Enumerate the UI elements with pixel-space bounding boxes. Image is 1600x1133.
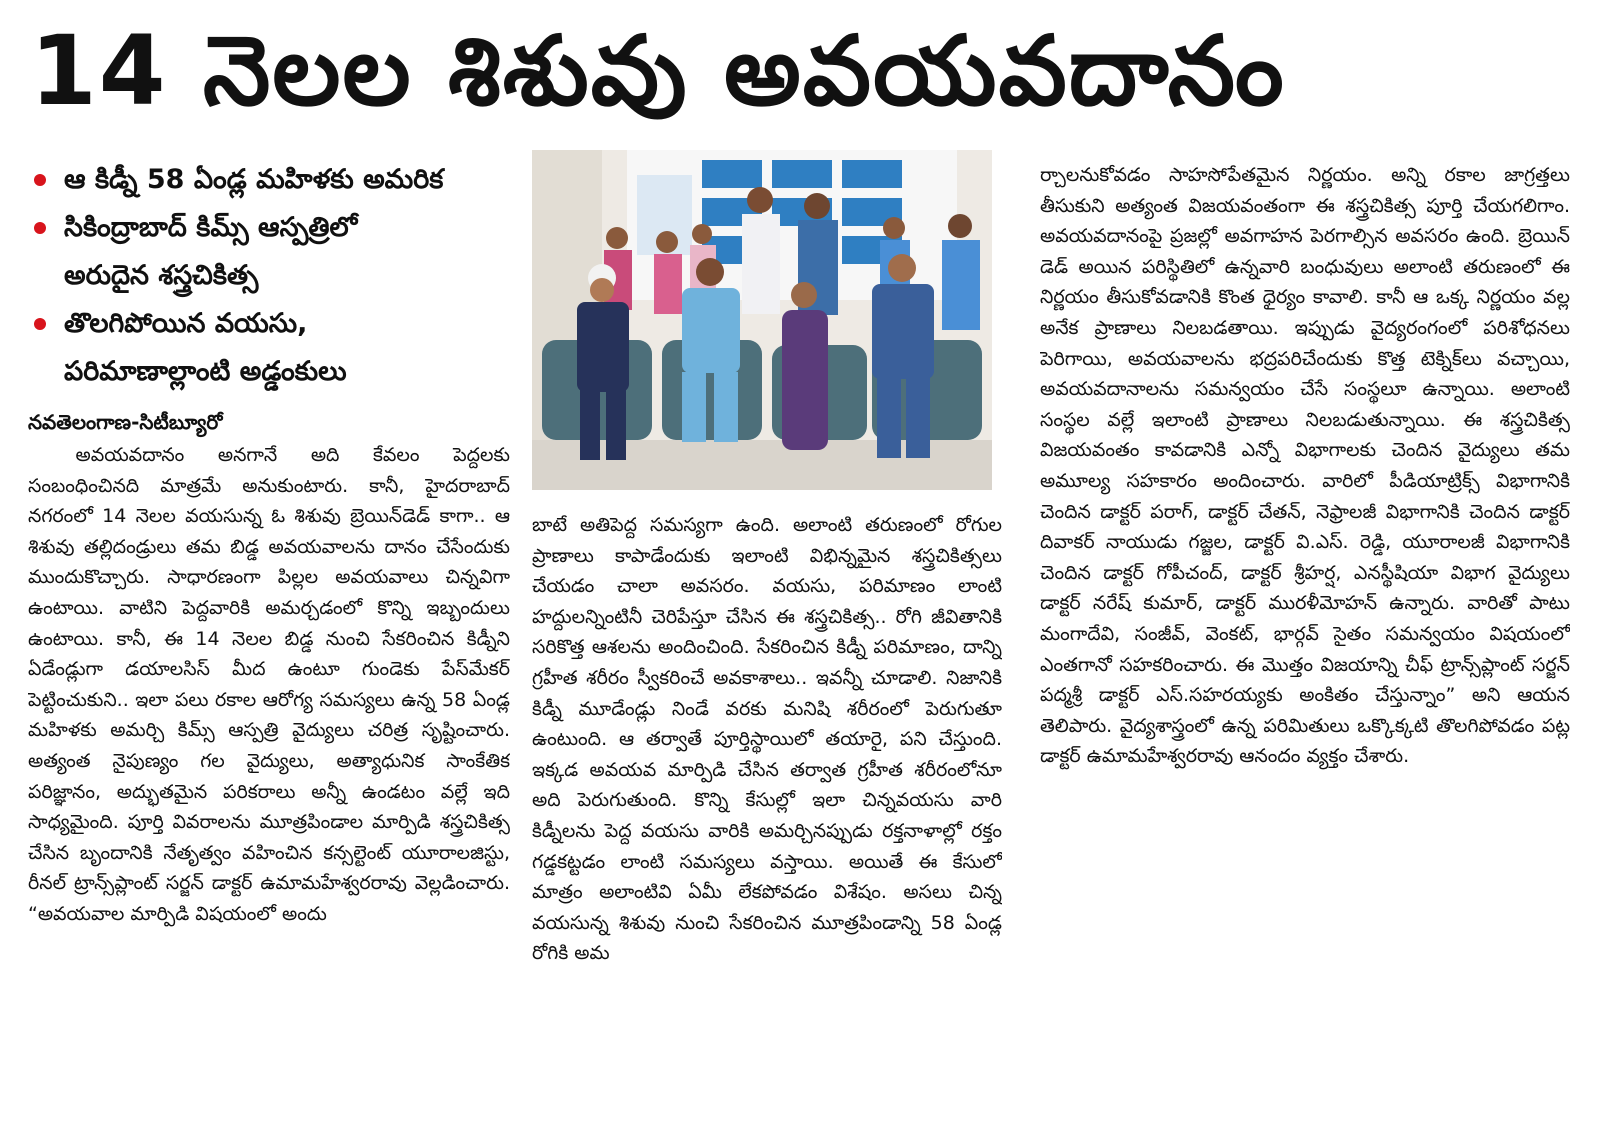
bullet-item xyxy=(30,302,530,346)
bullet-text: అరుదైన శస్త్రచికిత్స xyxy=(64,260,259,291)
bullet-text: సికింద్రాబాద్ కిమ్స్ ఆస్పత్రిలో xyxy=(64,212,358,243)
headline: 14 నెలల శిశువు అవయవదానం xyxy=(30,15,1286,127)
group-photo xyxy=(532,150,992,490)
article-column-3 xyxy=(1040,160,1570,1100)
article-paragraph: అవయవదానం అనగానే అది కేవలం పెద్దలకు సంబంధించినది మాత్రమే అనుకుంటారు. కానీ, హైదరాబాద్ నగరంలో 14 నెలల వయసున్న ఓ శిశువు బ్రెయిన్‌డెడ్ కాగా.. ఆ శిశువు తల్లిదండ్రులు తమ బిడ్డ అవయవాలను దానం చేసేందుకు ముందుకొచ్చారు. సాధారణంగా పిల్లల అవయవాలు చిన్నవిగా ఉంటాయి. వాటిని పెద్దవారికి అమర్చడంలో కొన్ని ఇబ్బందులు ఉంటాయి. కానీ, ఈ 14 నెలల బిడ్డ నుంచి సేకరించిన కిడ్నీని ఏడేండ్లుగా డయాలసిస్ మీద ఉంటూ గుండెకు పేస్‌మేకర్ పెట్టించుకుని.. ఇలా పలు రకాల ఆరోగ్య సమస్యలు ఉన్న 58 ఏండ్ల మహిళకు అమర్చి కిమ్స్ ఆస్పత్రి వైద్యులు చరిత్ర సృష్టించారు. అత్యంత నైపుణ్యం గల వైద్యులు, అత్యాధునిక సాంకేతిక పరిజ్ఞానం, అద్భుతమైన పరికరాలు అన్నీ ఉండటం వల్లే ఇది సాధ్యమైంది. పూర్తి వివరాలను మూత్రపిండాల మార్పిడి శస్త్రచికిత్స చేసిన బృందానికి నేతృత్వం వహించిన కన్సల్టెంట్ యూరాలజిస్టు, రీనల్ ట్రాన్స్‌ప్లాంట్ సర్జన్ డాక్టర్ ఉమామహేశ్వరరావు వెల్లడించారు. “అవయవాల మార్పిడి విషయంలో అందు xyxy=(28,444,510,925)
bullet-continuation xyxy=(30,254,530,298)
bullet-dot-icon xyxy=(34,318,46,330)
bullet-text: ఆ కిడ్నీ 58 ఏండ్ల మహిళకు అమరిక xyxy=(64,164,444,195)
bullet-dot-icon xyxy=(34,222,46,234)
group-photo-icon xyxy=(532,150,992,490)
bullet-dot-icon xyxy=(34,174,46,186)
article-paragraph: ర్చాలనుకోవడం సాహసోపేతమైన నిర్ణయం. అన్ని రకాల జాగ్రత్తలు తీసుకుని అత్యంత విజయవంతంగా ఈ శస్త్రచికిత్స పూర్తి చేయగలిగాం. అవయవదానంపై ప్రజల్లో అవగాహన పెరగాల్సిన అవసరం ఉంది. బ్రెయిన్ డెడ్ అయిన పరిస్థితిలో ఉన్నవారి బంధువులు అలాంటి తరుణంలో ఈ నిర్ణయం తీసుకోవడానికి కొంత ధైర్యం కావాలి. కానీ ఆ ఒక్క నిర్ణయం వల్ల అనేక ప్రాణాలు నిలబడతాయి. ఇప్పుడు వైద్యరంగంలో పరిశోధనలు పెరిగాయి, అవయవాలను భద్రపరిచేందుకు కొత్త టెక్నిక్‌లు వచ్చాయి, అవయవదానాలను సమన్వయం చేసే సంస్థలూ ఉన్నాయి. అలాంటి సంస్థల వల్లే ఇలాంటి ప్రాణాలు నిలబడుతున్నాయి. ఈ శస్త్రచికిత్స విజయవంతం కావడానికి ఎన్నో విభాగాలకు చెందిన వైద్యులు తమ అమూల్య సహకారం అందించారు. వారిలో పీడియాట్రిక్స్ విభాగానికి చెందిన డాక్టర్ పరాగ్, డాక్టర్ చేతన్, నెఫ్రాలజీ విభాగానికి చెందిన డాక్టర్ దివాకర్ నాయుడు గజ్జల, డాక్టర్ వి.ఎస్. రెడ్డి, యూరాలజీ విభాగానికి చెందిన డాక్టర్ గోపీచంద్, డాక్టర్ శ్రీహర్ష, ఎనస్థీషియా విభాగ వైద్యులు డాక్టర్ నరేష్ కుమార్, డాక్టర్ మురళీమోహన్ ఉన్నారు. వారితో పాటు మంగాదేవి, సంజీవ్, వెంకట్, భార్గవ్ సైతం సమన్వయం విషయంలో ఎంతగానో సహకరించారు. ఈ మొత్తం విజయాన్ని చీఫ్ ట్రాన్స్‌ప్లాంట్ సర్జన్ పద్మశ్రీ డాక్టర్ ఎస్.సహరయ్యకు అంకితం చేస్తున్నాం” అని ఆయన తెలిపారు. వైద్యశాస్త్రంలో ఉన్న పరిమితులు ఒక్కొక్కటి తొలగిపోవడం పట్ల డాక్టర్ ఉమామహేశ్వరరావు ఆనందం వ్యక్తం చేశారు. xyxy=(1040,164,1570,768)
bullet-continuation xyxy=(30,350,530,394)
bullet-text: పరిమాణాల్లాంటి అడ్డంకులు xyxy=(64,356,347,387)
bullet-item xyxy=(30,206,530,250)
article-column-2 xyxy=(532,510,1002,1100)
bullet-text: తొలగిపోయిన వయసు, xyxy=(64,308,308,339)
bullet-item xyxy=(30,158,530,202)
article-paragraph: బాటే అతిపెద్ద సమస్యగా ఉంది. అలాంటి తరుణంలో రోగుల ప్రాణాలు కాపాడేందుకు ఇలాంటి విభిన్నమైన శస్త్రచికిత్సలు చేయడం చాలా అవసరం. వయసు, పరిమాణం లాంటి హద్దులన్నింటినీ చెరిపేస్తూ చేసిన ఈ శస్త్రచికిత్స.. రోగి జీవితానికి సరికొత్త ఆశలను అందించింది. సేకరించిన కిడ్నీ పరిమాణం, దాన్ని గ్రహీత శరీరం స్వీకరించే అవకాశాలు.. ఇవన్నీ చూడాలి. నిజానికి కిడ్నీ మూడేండ్లు నిండే వరకు మనిషి శరీరంలో పెరుగుతూ ఉంటుంది. ఆ తర్వాతే పూర్తిస్థాయిలో తయారై, పని చేస్తుంది. ఇక్కడ అవయవ మార్పిడి చేసిన తర్వాత గ్రహీత శరీరంలోనూ అది పెరుగుతుంది. కొన్ని కేసుల్లో ఇలా చిన్నవయసు వారి కిడ్నీలను పెద్ద వయసు వారికి అమర్చినప్పుడు రక్తనాళాల్లో రక్తం గడ్డకట్టడం లాంటి సమస్యలు వస్తాయి. అయితే ఈ కేసులో మాత్రం అలాంటివి ఏమీ లేకపోవడం విశేషం. అసలు చిన్న వయసున్న శిశువు నుంచి సేకరించిన మూత్రపిండాన్ని 58 ఏండ్ల రోగికి అమ xyxy=(532,514,1002,965)
bullet-list xyxy=(30,158,530,398)
byline: నవతెలంగాణ-సిటీబ్యూరో xyxy=(28,410,223,434)
article-column-1 xyxy=(28,440,510,1100)
